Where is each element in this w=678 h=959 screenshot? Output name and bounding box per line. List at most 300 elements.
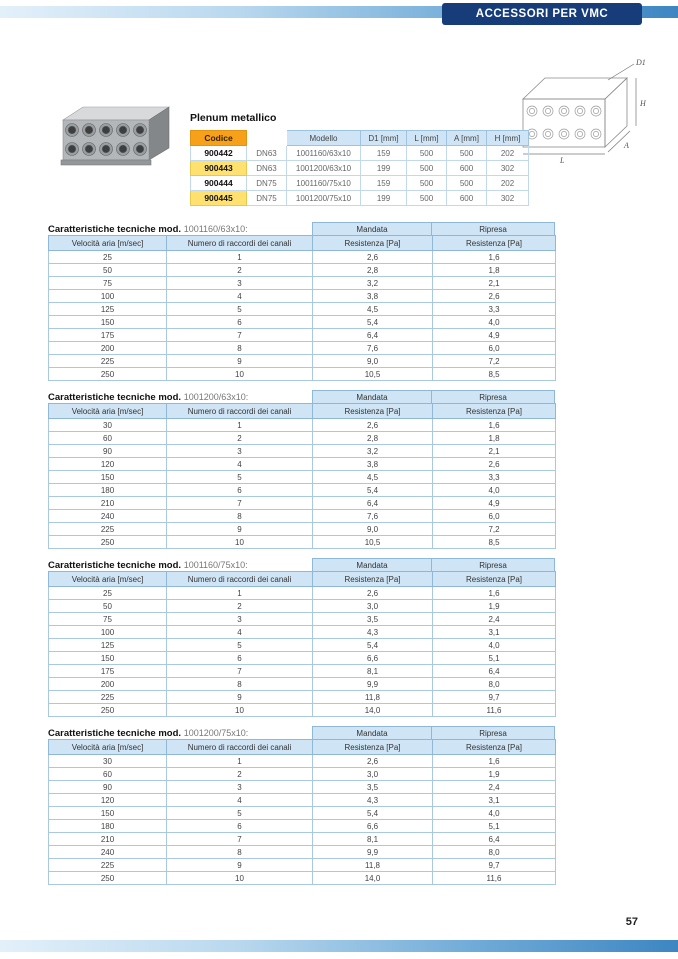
tech-table-header-row	[49, 740, 556, 755]
table-cell: 90	[49, 445, 167, 458]
table-cell: 4	[167, 794, 313, 807]
table-cell: 159	[361, 176, 407, 191]
velocity-header: Velocità aria [m/sec]	[49, 236, 167, 251]
table-row	[49, 277, 556, 290]
table-cell: 250	[49, 872, 167, 885]
table-cell: 7,6	[313, 342, 433, 355]
table-cell: 4,0	[433, 807, 556, 820]
table-cell: 199	[361, 161, 407, 176]
table-row	[191, 176, 529, 191]
table-cell: 1	[167, 587, 313, 600]
table-cell: 6,6	[313, 820, 433, 833]
table-cell: 600	[447, 161, 487, 176]
table-cell: 75	[49, 613, 167, 626]
table-cell: 7	[167, 497, 313, 510]
table-cell: 9,9	[313, 846, 433, 859]
dn-header	[247, 131, 287, 146]
connectors-header: Numero di raccordi dei canali	[167, 572, 313, 587]
table-cell: 1,9	[433, 768, 556, 781]
table-cell: 7,6	[313, 510, 433, 523]
table-cell: 3	[167, 277, 313, 290]
table-row	[49, 859, 556, 872]
table-row	[49, 678, 556, 691]
resistance-ripresa-header: Resistenza [Pa]	[433, 404, 556, 419]
table-row	[49, 497, 556, 510]
tech-title-label: Caratteristiche tecniche mod.	[48, 560, 182, 571]
tech-table	[48, 403, 556, 549]
table-row	[49, 768, 556, 781]
tech-table-title	[48, 392, 312, 404]
table-cell: 10,5	[313, 536, 433, 549]
table-cell: 2,6	[433, 458, 556, 471]
table-cell: 7	[167, 833, 313, 846]
table-row	[49, 846, 556, 859]
tech-title-model: 1001200/63x10:	[183, 392, 249, 402]
table-cell: 3,8	[313, 290, 433, 303]
connectors-header: Numero di raccordi dei canali	[167, 236, 313, 251]
table-cell: 5	[167, 639, 313, 652]
table-cell: 4,5	[313, 471, 433, 484]
table-cell: 6,4	[433, 833, 556, 846]
table-row	[49, 691, 556, 704]
table-cell: 11,8	[313, 691, 433, 704]
table-cell: 3	[167, 613, 313, 626]
table-cell: 60	[49, 768, 167, 781]
table-cell: 3,8	[313, 458, 433, 471]
table-cell: 7	[167, 665, 313, 678]
table-cell: 175	[49, 665, 167, 678]
table-row	[191, 161, 529, 176]
table-cell: 90	[49, 781, 167, 794]
table-cell: 2,6	[313, 251, 433, 264]
table-cell: 1,9	[433, 600, 556, 613]
table-cell: 3,3	[433, 471, 556, 484]
table-cell: 6,4	[313, 329, 433, 342]
table-cell: 159	[361, 146, 407, 161]
header-title: ACCESSORI PER VMC	[475, 8, 609, 20]
tech-title-model: 1001200/75x10:	[183, 728, 249, 738]
ripresa-header: Ripresa	[431, 558, 555, 572]
a-header: A [mm]	[447, 131, 487, 146]
table-cell: 3,3	[433, 303, 556, 316]
page-number: 57	[625, 916, 638, 928]
table-cell: 5	[167, 471, 313, 484]
tech-title-label: Caratteristiche tecniche mod.	[48, 392, 182, 403]
dim-label-h: H	[640, 99, 646, 108]
table-cell: 3	[167, 445, 313, 458]
table-cell: 180	[49, 484, 167, 497]
table-cell: 2,8	[313, 264, 433, 277]
tech-title-model: 1001160/63x10:	[183, 224, 248, 234]
code-cell: 900444	[191, 176, 247, 191]
table-cell: 8	[167, 342, 313, 355]
table-cell: 3,2	[313, 445, 433, 458]
product-photo-image	[55, 102, 177, 172]
table-cell: 250	[49, 704, 167, 717]
table-cell: 14,0	[313, 704, 433, 717]
plenum-photo-graphic	[55, 102, 177, 172]
table-cell: 4,0	[433, 316, 556, 329]
table-cell: 9	[167, 523, 313, 536]
product-table-header-row	[191, 131, 529, 146]
table-cell: 2,6	[433, 290, 556, 303]
table-row	[49, 755, 556, 768]
table-row	[49, 316, 556, 329]
table-cell: 8,1	[313, 665, 433, 678]
ripresa-header: Ripresa	[431, 390, 555, 404]
table-row	[49, 471, 556, 484]
tech-table-head	[48, 222, 555, 236]
table-cell: 10	[167, 872, 313, 885]
ripresa-header: Ripresa	[431, 726, 555, 740]
tech-table-block-3	[48, 558, 555, 717]
table-row	[49, 872, 556, 885]
table-cell: 1001200/75x10	[287, 191, 361, 206]
product-title: Plenum metallico	[190, 112, 277, 124]
table-cell: 5,4	[313, 316, 433, 329]
table-cell: 4,9	[433, 329, 556, 342]
table-cell: 4,0	[433, 484, 556, 497]
table-cell: 5,4	[313, 639, 433, 652]
table-cell: 4,0	[433, 639, 556, 652]
table-cell: 1,6	[433, 755, 556, 768]
table-cell: 225	[49, 859, 167, 872]
table-cell: 150	[49, 316, 167, 329]
table-cell: 500	[407, 191, 447, 206]
table-cell: 6	[167, 652, 313, 665]
table-cell: 7	[167, 329, 313, 342]
table-row	[49, 704, 556, 717]
table-cell: 50	[49, 600, 167, 613]
table-cell: 2,6	[313, 755, 433, 768]
table-row	[49, 432, 556, 445]
table-cell: 5	[167, 303, 313, 316]
table-cell: 9,0	[313, 523, 433, 536]
table-cell: 3,0	[313, 768, 433, 781]
tech-table	[48, 235, 556, 381]
table-cell: DN63	[247, 161, 287, 176]
table-cell: 8,5	[433, 536, 556, 549]
tech-title-label: Caratteristiche tecniche mod.	[48, 224, 182, 235]
table-cell: 8,0	[433, 678, 556, 691]
table-cell: 9,9	[313, 678, 433, 691]
page-header-badge	[442, 3, 642, 25]
table-cell: 3,2	[313, 277, 433, 290]
table-cell: 10	[167, 368, 313, 381]
table-cell: 2	[167, 432, 313, 445]
table-cell: 199	[361, 191, 407, 206]
table-cell: 1	[167, 419, 313, 432]
table-cell: 8,0	[433, 846, 556, 859]
resistance-ripresa-header: Resistenza [Pa]	[433, 236, 556, 251]
table-cell: 4	[167, 290, 313, 303]
code-cell: 900443	[191, 161, 247, 176]
dimension-drawing	[508, 54, 658, 166]
table-row	[49, 458, 556, 471]
table-cell: 8	[167, 678, 313, 691]
table-cell: 175	[49, 329, 167, 342]
mandata-header: Mandata	[312, 222, 432, 236]
table-cell: 240	[49, 846, 167, 859]
table-cell: 60	[49, 432, 167, 445]
table-cell: 11,6	[433, 704, 556, 717]
table-cell: 125	[49, 639, 167, 652]
table-cell: 4	[167, 458, 313, 471]
velocity-header: Velocità aria [m/sec]	[49, 740, 167, 755]
table-cell: 500	[447, 146, 487, 161]
table-cell: 150	[49, 807, 167, 820]
table-cell: 1,8	[433, 432, 556, 445]
tech-title-label: Caratteristiche tecniche mod.	[48, 728, 182, 739]
dim-label-d1: D1	[636, 58, 646, 67]
dimension-drawing-graphic	[508, 54, 658, 166]
tech-table-header-row	[49, 236, 556, 251]
table-cell: 3,0	[313, 600, 433, 613]
velocity-header: Velocità aria [m/sec]	[49, 404, 167, 419]
table-cell: 3,1	[433, 626, 556, 639]
h-header: H [mm]	[487, 131, 529, 146]
table-cell: 2,4	[433, 613, 556, 626]
table-cell: 2,1	[433, 277, 556, 290]
table-cell: 1	[167, 251, 313, 264]
table-cell: 6	[167, 484, 313, 497]
tech-table-title	[48, 560, 312, 572]
mandata-header: Mandata	[312, 558, 432, 572]
table-cell: 2	[167, 264, 313, 277]
table-cell: 500	[407, 161, 447, 176]
table-cell: 225	[49, 523, 167, 536]
table-cell: 6,4	[313, 497, 433, 510]
mandata-header: Mandata	[312, 726, 432, 740]
table-row	[49, 264, 556, 277]
table-row	[49, 652, 556, 665]
table-cell: 6,4	[433, 665, 556, 678]
table-cell: 5,4	[313, 484, 433, 497]
dim-label-a: A	[624, 141, 629, 150]
mandata-header: Mandata	[312, 390, 432, 404]
table-cell: 180	[49, 820, 167, 833]
table-row	[191, 191, 529, 206]
table-cell: 200	[49, 342, 167, 355]
table-row	[49, 368, 556, 381]
table-cell: 1001200/63x10	[287, 161, 361, 176]
table-cell: 150	[49, 471, 167, 484]
table-row	[49, 665, 556, 678]
table-row	[49, 484, 556, 497]
table-cell: 250	[49, 368, 167, 381]
resistance-ripresa-header: Resistenza [Pa]	[433, 572, 556, 587]
table-cell: 6,0	[433, 342, 556, 355]
table-cell: 5,1	[433, 652, 556, 665]
table-cell: 7,2	[433, 523, 556, 536]
code-cell: 900445	[191, 191, 247, 206]
table-cell: 120	[49, 458, 167, 471]
table-cell: 6,6	[313, 652, 433, 665]
table-cell: 8,1	[313, 833, 433, 846]
table-row	[49, 329, 556, 342]
intro-section	[0, 30, 678, 222]
table-row	[49, 794, 556, 807]
table-cell: 4,9	[433, 497, 556, 510]
table-cell: 1	[167, 755, 313, 768]
table-cell: 150	[49, 652, 167, 665]
table-cell: 210	[49, 833, 167, 846]
table-cell: 6	[167, 820, 313, 833]
table-cell: 1,6	[433, 251, 556, 264]
table-cell: 500	[407, 176, 447, 191]
table-cell: 2	[167, 600, 313, 613]
table-cell: 4	[167, 626, 313, 639]
tech-table-title	[48, 224, 312, 236]
table-cell: 202	[487, 146, 529, 161]
table-cell: 4,5	[313, 303, 433, 316]
table-cell: 225	[49, 691, 167, 704]
codice-header: Codice	[191, 131, 247, 146]
table-cell: 2,4	[433, 781, 556, 794]
table-cell: 6	[167, 316, 313, 329]
resistance-mandata-header: Resistenza [Pa]	[313, 740, 433, 755]
table-cell: 302	[487, 161, 529, 176]
table-row	[49, 510, 556, 523]
table-cell: 3,5	[313, 781, 433, 794]
table-cell: 6,0	[433, 510, 556, 523]
d1-header: D1 [mm]	[361, 131, 407, 146]
table-cell: 120	[49, 794, 167, 807]
dim-label-l: L	[560, 156, 565, 165]
table-cell: 8	[167, 846, 313, 859]
table-cell: 2	[167, 768, 313, 781]
table-cell: 3,1	[433, 794, 556, 807]
tech-table-title	[48, 728, 312, 740]
table-cell: 1,6	[433, 587, 556, 600]
table-cell: 600	[447, 191, 487, 206]
table-cell: 9	[167, 691, 313, 704]
modello-header: Modello	[287, 131, 361, 146]
table-row	[49, 587, 556, 600]
table-cell: 3	[167, 781, 313, 794]
resistance-mandata-header: Resistenza [Pa]	[313, 236, 433, 251]
resistance-mandata-header: Resistenza [Pa]	[313, 572, 433, 587]
table-cell: 9,7	[433, 691, 556, 704]
code-cell: 900442	[191, 146, 247, 161]
table-cell: 8,5	[433, 368, 556, 381]
table-row	[191, 146, 529, 161]
table-row	[49, 303, 556, 316]
table-cell: 100	[49, 626, 167, 639]
tech-table	[48, 739, 556, 885]
tech-table-head	[48, 390, 555, 404]
table-row	[49, 781, 556, 794]
table-row	[49, 251, 556, 264]
table-cell: 10	[167, 704, 313, 717]
table-cell: 500	[447, 176, 487, 191]
table-cell: 8	[167, 510, 313, 523]
product-table	[190, 130, 529, 206]
table-cell: 5,1	[433, 820, 556, 833]
table-row	[49, 290, 556, 303]
velocity-header: Velocità aria [m/sec]	[49, 572, 167, 587]
table-cell: 2,6	[313, 587, 433, 600]
table-cell: 11,6	[433, 872, 556, 885]
table-row	[49, 419, 556, 432]
table-row	[49, 355, 556, 368]
table-row	[49, 523, 556, 536]
tech-table-block-2	[48, 390, 555, 549]
table-cell: 2,8	[313, 432, 433, 445]
bottom-gradient-bar	[0, 938, 678, 952]
table-cell: 225	[49, 355, 167, 368]
table-cell: 302	[487, 191, 529, 206]
table-cell: 250	[49, 536, 167, 549]
tech-table-head	[48, 726, 555, 740]
table-row	[49, 445, 556, 458]
table-cell: 50	[49, 264, 167, 277]
tech-title-model: 1001160/75x10:	[183, 560, 248, 570]
table-cell: 1,8	[433, 264, 556, 277]
table-row	[49, 613, 556, 626]
table-row	[49, 600, 556, 613]
table-cell: 9,0	[313, 355, 433, 368]
table-row	[49, 536, 556, 549]
table-cell: 2,6	[313, 419, 433, 432]
tech-table-header-row	[49, 572, 556, 587]
resistance-ripresa-header: Resistenza [Pa]	[433, 740, 556, 755]
resistance-mandata-header: Resistenza [Pa]	[313, 404, 433, 419]
table-cell: 14,0	[313, 872, 433, 885]
table-row	[49, 807, 556, 820]
table-row	[49, 833, 556, 846]
table-cell: 500	[407, 146, 447, 161]
table-cell: 4,3	[313, 626, 433, 639]
table-cell: 25	[49, 251, 167, 264]
table-cell: 1001160/75x10	[287, 176, 361, 191]
table-row	[49, 342, 556, 355]
table-cell: DN75	[247, 191, 287, 206]
table-cell: 202	[487, 176, 529, 191]
tech-table-header-row	[49, 404, 556, 419]
table-cell: 10,5	[313, 368, 433, 381]
table-cell: 3,5	[313, 613, 433, 626]
table-row	[49, 626, 556, 639]
table-row	[49, 820, 556, 833]
connectors-header: Numero di raccordi dei canali	[167, 404, 313, 419]
table-cell: 25	[49, 587, 167, 600]
table-cell: DN75	[247, 176, 287, 191]
table-cell: 1001160/63x10	[287, 146, 361, 161]
table-cell: 11,8	[313, 859, 433, 872]
table-cell: 75	[49, 277, 167, 290]
table-cell: 200	[49, 678, 167, 691]
table-cell: 210	[49, 497, 167, 510]
table-cell: 5,4	[313, 807, 433, 820]
connectors-header: Numero di raccordi dei canali	[167, 740, 313, 755]
table-cell: 100	[49, 290, 167, 303]
ripresa-header: Ripresa	[431, 222, 555, 236]
table-cell: 5	[167, 807, 313, 820]
table-cell: 9	[167, 355, 313, 368]
table-cell: 240	[49, 510, 167, 523]
table-cell: 30	[49, 419, 167, 432]
table-cell: 9	[167, 859, 313, 872]
table-cell: 125	[49, 303, 167, 316]
table-cell: DN63	[247, 146, 287, 161]
tech-table-block-4	[48, 726, 555, 885]
table-cell: 10	[167, 536, 313, 549]
l-header: L [mm]	[407, 131, 447, 146]
table-cell: 4,3	[313, 794, 433, 807]
table-cell: 2,1	[433, 445, 556, 458]
table-row	[49, 639, 556, 652]
